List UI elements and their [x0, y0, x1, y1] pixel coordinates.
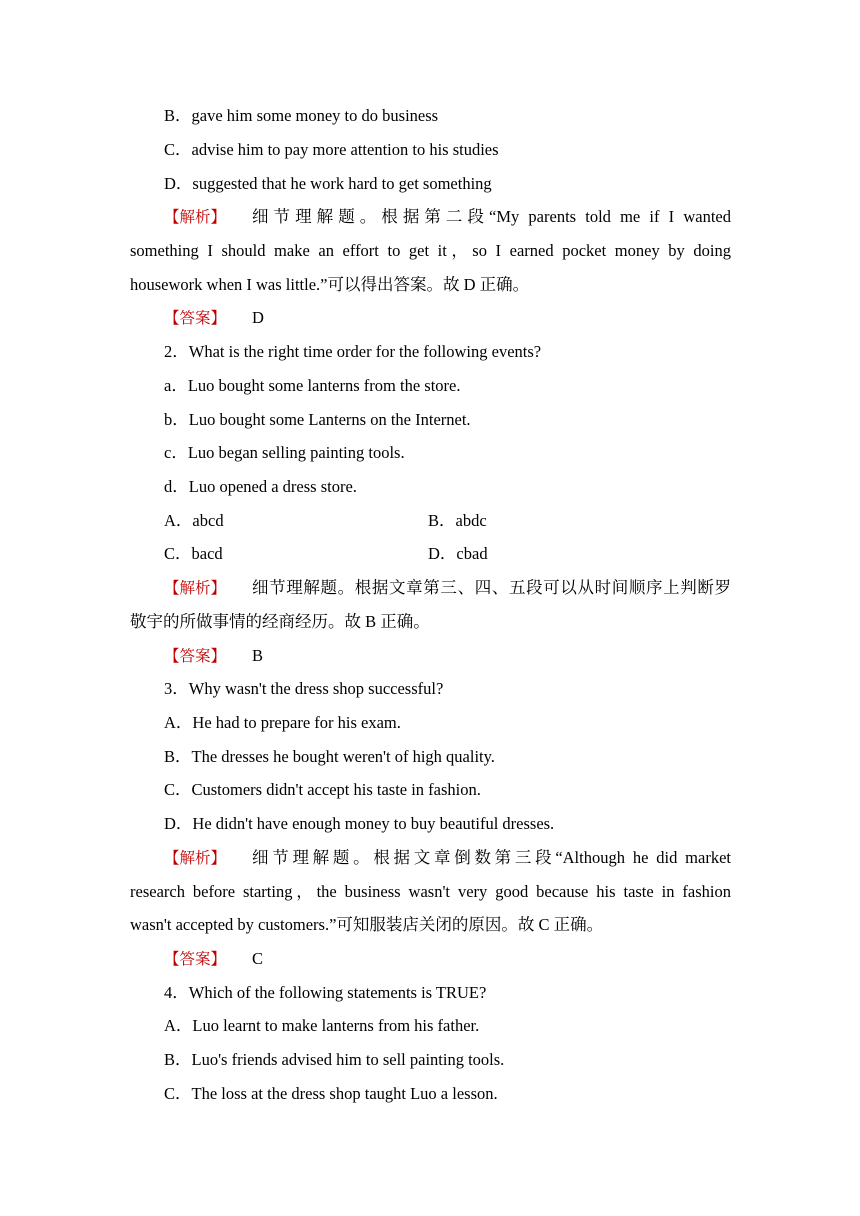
q1-analysis-line-2: something I should make an effort to get it，so I earned pocket money by doing — [130, 241, 731, 260]
q2-option-b: B．abdc — [428, 511, 487, 530]
q1-analysis-text-1: 细节理解题。根据第二段“My parents told me if I wanted — [252, 207, 731, 226]
q3-analysis-line-2: research before starting，the business wasn't very good because his taste in fashion — [130, 882, 731, 901]
q4-stem: 4．Which of the following statements is TRUE? — [164, 983, 487, 1002]
q4-option-a: A．Luo learnt to make lanterns from his father. — [164, 1016, 480, 1035]
q1-answer — [164, 307, 264, 329]
q2-event-d: d．Luo opened a dress store. — [164, 477, 357, 496]
q1-option-d: D．suggested that he work hard to get something — [164, 174, 492, 193]
q2-option-c: C．bacd — [164, 544, 223, 563]
q4-option-b: B．Luo's friends advised him to sell painting tools. — [164, 1050, 505, 1069]
q3-analysis-text-1: 细节理解题。根据文章倒数第三段“Although he did market — [252, 848, 731, 867]
q1-analysis-line-1 — [164, 206, 731, 228]
q3-option-d: D．He didn't have enough money to buy beautiful dresses. — [164, 814, 555, 833]
q1-option-c: C．advise him to pay more attention to his studies — [164, 140, 499, 159]
q3-analysis-line-1 — [164, 847, 731, 869]
q1-option-b: B．gave him some money to do business — [164, 106, 439, 125]
q2-option-a: A．abcd — [164, 511, 224, 530]
q3-option-b: B．The dresses he bought weren't of high quality. — [164, 747, 495, 766]
q3-answer — [164, 948, 263, 970]
q3-stem: 3．Why wasn't the dress shop successful? — [164, 679, 444, 698]
q4-option-c: C．The loss at the dress shop taught Luo a lesson. — [164, 1084, 498, 1103]
q2-analysis-line-1 — [164, 577, 731, 599]
q2-analysis-text-1: 细节理解题。根据文章第三、四、五段可以从时间顺序上判断罗 — [252, 578, 731, 597]
q2-stem: 2．What is the right time order for the following events? — [164, 342, 542, 361]
q3-option-a: A．He had to prepare for his exam. — [164, 713, 401, 732]
q3-answer-value: C — [252, 949, 264, 968]
answer-tag: 【答案】 — [164, 950, 227, 968]
q3-analysis-line-3: wasn't accepted by customers.”可知服装店关闭的原因。故 C 正确。 — [130, 915, 604, 934]
answer-tag: 【答案】 — [164, 647, 227, 665]
q2-analysis-line-2: 敬宇的所做事情的经商经历。故 B 正确。 — [130, 612, 430, 631]
q2-event-a: a．Luo bought some lanterns from the store. — [164, 376, 461, 395]
q2-answer-value: B — [252, 646, 264, 665]
q2-answer — [164, 645, 263, 667]
analysis-tag: 【解析】 — [164, 579, 227, 597]
analysis-tag: 【解析】 — [164, 208, 227, 226]
analysis-tag: 【解析】 — [164, 849, 227, 867]
q3-option-c: C．Customers didn't accept his taste in fashion. — [164, 780, 481, 799]
q2-event-b: b．Luo bought some Lanterns on the Internet. — [164, 410, 471, 429]
q1-analysis-line-3: housework when I was little.”可以得出答案。故 D 正确。 — [130, 275, 530, 294]
q2-event-c: c．Luo began selling painting tools. — [164, 443, 405, 462]
answer-tag: 【答案】 — [164, 309, 227, 327]
q1-answer-value: D — [252, 308, 264, 327]
q2-option-d: D．cbad — [428, 544, 488, 563]
